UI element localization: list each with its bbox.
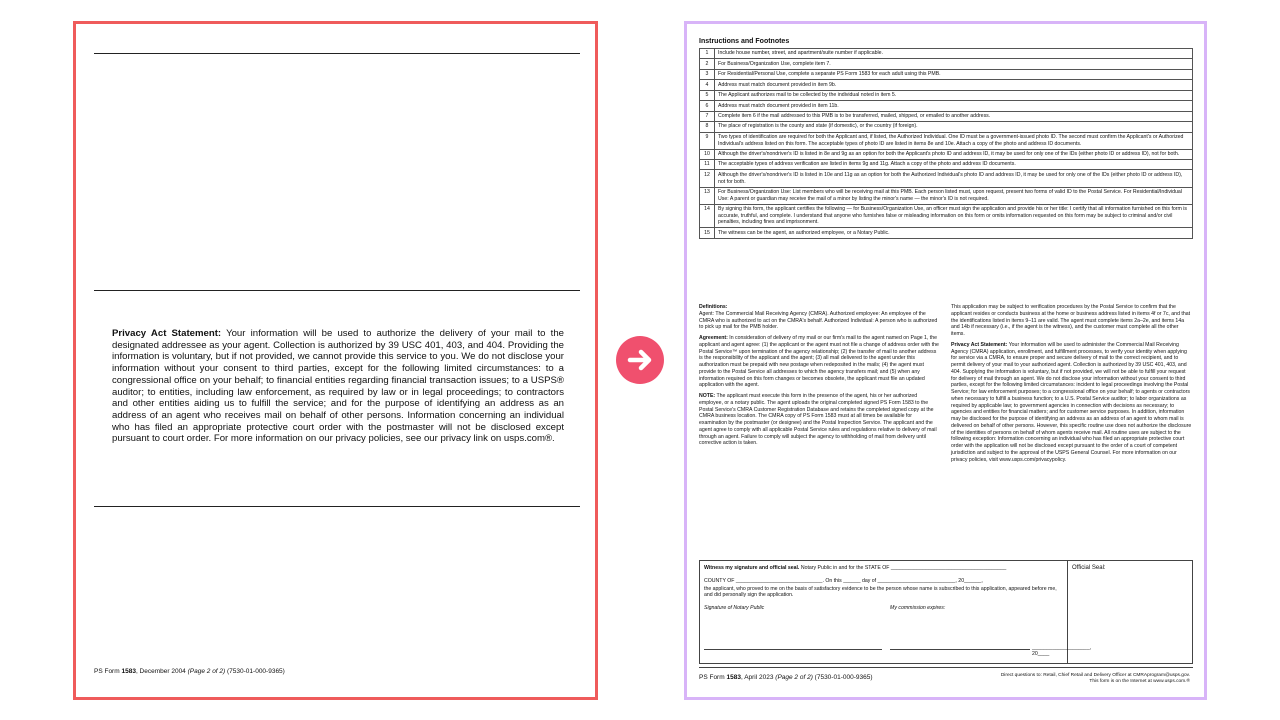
footnote-number: 15 xyxy=(700,228,715,238)
footnote-number: 14 xyxy=(700,204,715,228)
footnote-number: 12 xyxy=(700,170,715,187)
right-column xyxy=(951,304,1193,467)
footnote-text: The Applicant authorizes mail to be collected by the individual noted in item 5. xyxy=(715,90,1193,100)
footnote-number: 4 xyxy=(700,80,715,90)
footer-contact-line-1: Direct questions to: Retail, Chief Retail and Delivery Officer at CMRAprogram@usps.gov. xyxy=(1000,673,1190,678)
arrow-right-icon xyxy=(616,336,664,384)
footnote-text: Complete item 6 if the mail addressed to this PMB is to be transferred, mailed, shipped, or emailed to another address. xyxy=(715,111,1193,121)
witness-heading: Witness my signature and official seal. xyxy=(704,565,800,571)
footnote-number: 3 xyxy=(700,69,715,79)
footnote-row xyxy=(700,111,1193,121)
footer-form-number: 1583 xyxy=(121,668,136,675)
definitions-and-privacy xyxy=(699,304,1193,559)
footer-code: (7530-01-000-9365) xyxy=(227,668,285,675)
footnote-row xyxy=(700,149,1193,159)
signature-field[interactable] xyxy=(704,649,882,650)
verification-block: This application may be subject to verification procedures by the Postal Service to confirm that the applicant resides or conducts business at the home or business address listed in items 4f or 7c, and that the identifications listed in items 9–11 are valid. The agent must complete items 2a–2e, and items 14a and 14b if necessary (i.e., if the agent is the witness), and the customer must complete all the other items. xyxy=(951,304,1191,337)
footnote-number: 13 xyxy=(700,187,715,204)
definitions-block xyxy=(699,304,941,331)
footnote-text: For Business/Organization Use: List members who will be receiving mail at this PMB. Each person listed must, upon request, present two forms of valid ID to the Postal Service. For Residential/Individual Use: A parent or guardian may receive the mail of a minor by listing the minor's name — the minor's ID is not required. xyxy=(715,187,1193,204)
footnote-row xyxy=(700,204,1193,228)
instructions-title: Instructions and Footnotes xyxy=(699,38,790,45)
footnote-row xyxy=(700,132,1193,149)
privacy-text: Your information will be used to administer the Commercial Mail Receiving Agency (CMRA) application, enrollment, and fulfillment processes, to verify your identity when applying for service via a CMRA, to ensure proper and secure delivery of mail to the correct recipient, and to permit delivery of your mail to your authorized agent. Collection is authorized by 39 USC 401, 403, and 404. Supplying the information is voluntary, but if not provided, we will not be able to fulfill your request for delivery of mail through an agent. We do not disclose your information without your consent to third parties, except for the following limited circumstances: incident to legal proceedings involving the Postal Service; for law enforcement purposes; to a congressional office on your behalf; to agents or contractors when necessary to fulfill a business function; to a U.S. Postal Service auditor; to labor organizations as required by applicable law; to government agencies in connection with decisions as necessary; to agencies and entities for financial matters; and for customer service purposes. In addition, information may be disclosed for the purpose of identifying an address as an address of an agent to whom mail is delivered on behalf of other persons. However, this specific routine use does not authorize the disclosure of the identities of persons on behalf of whom agents receive mail. All routine uses are subject to the following exception: Information concerning an individual who has filed an appropriate protective court order with the application will not be disclosed except pursuant to the order of a court of competent jurisdiction and subject to the approval of the USPS General Counsel. For more information on our privacy policies, visit www.usps.com/privacypolicy. xyxy=(951,341,1192,463)
footnote-number: 6 xyxy=(700,101,715,111)
footnote-number: 1 xyxy=(700,49,715,59)
witness-text: Notary Public in and for the STATE OF ________________________________________ xyxy=(800,565,1007,571)
footnote-row xyxy=(700,228,1193,238)
agreement-block xyxy=(699,335,941,389)
footnote-row xyxy=(700,59,1193,69)
footer-divider xyxy=(699,667,1193,668)
footnote-number: 9 xyxy=(700,132,715,149)
new-form-footer xyxy=(699,674,873,681)
footnote-number: 8 xyxy=(700,122,715,132)
notary-fields xyxy=(700,561,1092,663)
footnote-row xyxy=(700,49,1193,59)
divider-line xyxy=(94,506,580,507)
footnote-row xyxy=(700,122,1193,132)
divider-line xyxy=(94,53,580,54)
footnote-number: 11 xyxy=(700,160,715,170)
footnote-text: The acceptable types of address verification are listed in items 9g and 11g. Attach a copy of the photo and address ID documents. xyxy=(715,160,1193,170)
old-form-footer xyxy=(94,668,285,675)
footer-page: (Page 2 of 2) xyxy=(187,668,226,675)
footnote-row xyxy=(700,69,1193,79)
footer-form-date: , April 2023 xyxy=(740,674,774,681)
privacy-block xyxy=(951,342,1193,464)
footer-form-label: PS Form xyxy=(94,668,120,675)
footnote-text: Include house number, street, and apartment/suite number if applicable. xyxy=(715,49,1193,59)
commission-field[interactable] xyxy=(890,649,1030,650)
new-form-page-2023 xyxy=(684,21,1207,700)
notary-section xyxy=(699,560,1193,664)
footnote-row xyxy=(700,160,1193,170)
footnote-number: 2 xyxy=(700,59,715,69)
footer-code: (7530-01-000-9365) xyxy=(814,674,873,681)
signature-label: Signature of Notary Public xyxy=(704,605,765,611)
footnote-row xyxy=(700,90,1193,100)
footnote-text: For Business/Organization Use, complete item 7. xyxy=(715,59,1193,69)
footnotes-table xyxy=(699,48,1193,239)
footnote-text: Two types of identification are required for both the Applicant and, if listed, the Authorized Individual. One ID must be a government-issued photo ID. The second must confirm the Applicant's or Authorized Individual's address listed on this form. The acceptable types of photo ID are listed in items 8e and 10e. Attach a copy of the photo and address ID documents. xyxy=(715,132,1193,149)
county-line[interactable]: COUNTY OF ______________________________. On this ______ day of ___________________________, 20______, xyxy=(704,578,983,584)
old-privacy-heading: Privacy Act Statement: xyxy=(112,328,222,339)
witness-line xyxy=(704,565,1063,571)
footnote-text: By signing this form, the applicant certifies the following — for Business/Organization Use, an officer must sign the application and provide his or her title: I certify that all information furnished on this form is accurate, truthful, and complete. I understand that anyone who furnishes false or misleading information on this form or omits information requested on this form may be subject to criminal and/or civil penalties, including fines and imprisonment. xyxy=(715,204,1193,228)
note-heading: NOTE: xyxy=(699,393,716,399)
old-form-page-2004 xyxy=(73,21,598,700)
definitions-heading: Definitions: xyxy=(699,304,728,310)
footer-contact-line-2: This form is on the Internet at www.usps.com.® xyxy=(1089,679,1190,685)
note-block xyxy=(699,393,941,447)
footer-form-number: 1583 xyxy=(726,674,741,681)
footnote-number: 5 xyxy=(700,90,715,100)
old-privacy-act-statement xyxy=(112,328,564,445)
footnote-text: Although the driver's/nondriver's ID is listed in 10e and 11g as an option for both the Authorized Individual's photo ID and address ID, it may be used for only one of the IDs (either photo ID or address ID), not for both. xyxy=(715,170,1193,187)
signature-labels xyxy=(704,605,1063,615)
footnote-text: Address must match document provided in item 11b. xyxy=(715,101,1193,111)
footer-contact xyxy=(1001,673,1190,685)
footnote-number: 7 xyxy=(700,111,715,121)
official-seal-label: Official Seal: xyxy=(1072,565,1106,571)
old-privacy-text: Your information will be used to authorize the delivery of your mail to the designated addressee as your agent. Collection is authorized by 39 USC 401, 403, and 404. Providing the information is voluntary, but if not provided, we cannot provide this service to you. We do not disclose your information without your consent to third parties, except for the following limited circumstances: to a congressional office on your behalf; to financial entities regarding financial transaction issues; to a USPS® auditor; to entities, including law enforcement, as required by law or in legal proceedings; to contractors and other entities aiding us to fulfill the service; and for the purpose of identifying an address as an address of an agent who receives mail on behalf of other persons. Information concerning an individual who has filed an appropriate protective court order with the postmaster will not be disclosed except pursuant to court order. For more information on our privacy policies, see our privacy link on usps.com®. xyxy=(112,328,564,445)
footnote-text: Although the driver's/nondriver's ID is listed in 8e and 9g as an option for both the Applicant's photo ID and address ID, it may be used for only one of the IDs (either photo ID or address ID), not for both. xyxy=(715,149,1193,159)
definitions-text: Agent: The Commercial Mail Receiving Agency (CMRA). Authorized employee: An employee of the CMRA who is authorized to act on the CMRA's behalf. Authorized Individual: A person who is authorized to pick up mail for the PMB holder. xyxy=(699,310,938,331)
footer-page: (Page 2 of 2) xyxy=(775,674,813,681)
footer-form-label: PS Form xyxy=(699,674,725,681)
agreement-heading: Agreement: xyxy=(699,335,728,341)
left-column xyxy=(699,304,941,451)
footnote-text: For Residential/Personal Use, complete a separate PS Form 1583 for each adult using this PMB. xyxy=(715,69,1193,79)
footnote-text: Address must match document provided in item 9b. xyxy=(715,80,1193,90)
footnote-row xyxy=(700,80,1193,90)
footnote-text: The witness can be the agent, an authorized employee, or a Notary Public. xyxy=(715,228,1193,238)
footnote-text: The place of registration is the county and state (if domestic), or the country (if foreign). xyxy=(715,122,1193,132)
note-text: The applicant must execute this form in the presence of the agent, his or her authorized employee, or a notary public. The agent uploads the original completed signed PS Form 1583 to the Postal Service's CMRA Customer Registration Database and retains the completed signed copy at the CMRA business location. The CMRA copy of PS Form 1583 must at all times be available for examination by the postmaster (or designee) and the Postal Inspection Service. The applicant and the agent agree to comply with all applicable Postal Service rules and regulations relative to delivery of mail through an agent. Failure to comply will subject the agency to withholding of mail from delivery until corrective action is taken. xyxy=(699,393,937,447)
footnote-row xyxy=(700,170,1193,187)
appeared-text: the applicant, who proved to me on the basis of satisfactory evidence to be the person whose name is subscribed to this application, appeared before me, and did personally sign the application. xyxy=(704,586,1057,598)
divider-line xyxy=(94,290,580,291)
footnote-row xyxy=(700,101,1193,111)
privacy-heading: Privacy Act Statement: xyxy=(951,341,1008,348)
footer-form-date: , December 2004 xyxy=(135,668,186,675)
date-line[interactable]: ____________________, 20____ xyxy=(1032,645,1092,657)
agreement-text: In consideration of delivery of my mail or our firm's mail to the agent named on Page 1, the applicant and agent agree: (1) the applicant or the agent must not file a change of address order with the Postal Service™ upon termination of the agency relationship; (2) the transfer of mail to another address is the responsibility of the applicant and the agent; (3) all mail delivered to the agent under this authorization must be prepaid with new postage when redeposited in the mails; (4) the agent must provide to the Postal Service all addresses to which the agency transfers mail; and (5) when any information required on this form changes or becomes obsolete, the applicant must file an updated application with the agent. xyxy=(699,335,939,389)
commission-label: My commission expires: xyxy=(890,605,946,611)
footnote-row xyxy=(700,187,1193,204)
footnote-number: 10 xyxy=(700,149,715,159)
